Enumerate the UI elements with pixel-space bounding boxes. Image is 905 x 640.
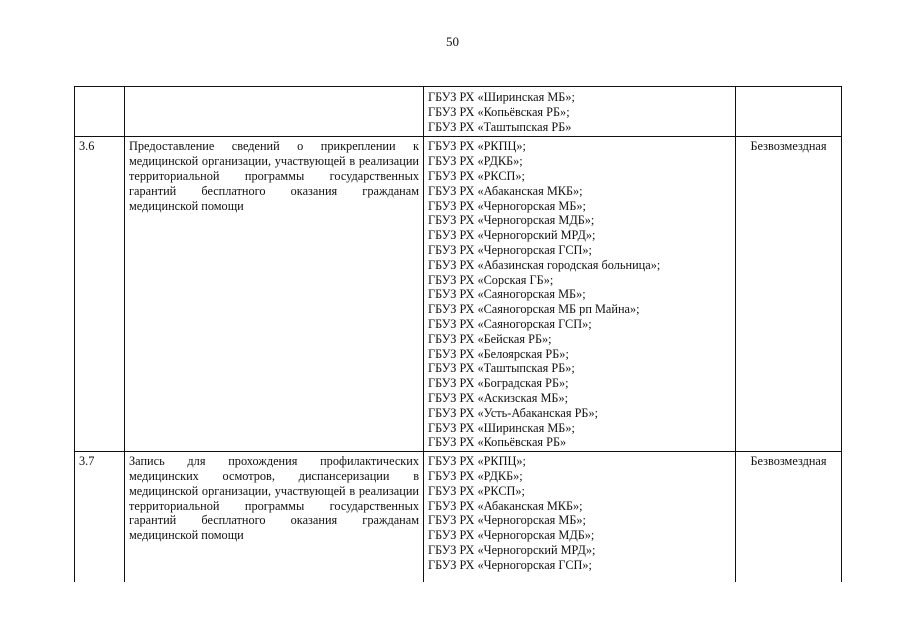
organization-item: ГБУЗ РХ «Таштыпская РБ»; — [428, 361, 575, 376]
organization-item: ГБУЗ РХ «Белоярская РБ»; — [428, 346, 569, 361]
organization-item: ГБУЗ РХ «Саяногорская МБ»; — [428, 287, 586, 302]
row-number: 3.6 — [75, 137, 125, 452]
organization-item: ГБУЗ РХ «Ширинская МБ»; — [428, 420, 575, 435]
service-name: Предоставление сведений о прикреплении к медицинской организации, участвующей в реализации территориальной программы государственных гарантий бесплатного оказания гражданам медицинской помощи — [125, 137, 424, 452]
organization-list — [424, 87, 736, 137]
organization-item: ГБУЗ РХ «РДКБ»; — [428, 154, 523, 169]
services-table — [74, 86, 842, 582]
organization-item: ГБУЗ РХ «РКПЦ»; — [428, 454, 526, 469]
table-row — [75, 87, 842, 137]
organization-item: ГБУЗ РХ «Абаканская МКБ»; — [428, 183, 583, 198]
organization-item: ГБУЗ РХ «Копьёвская РБ» — [428, 435, 567, 450]
table-row — [75, 452, 842, 582]
organization-item: ГБУЗ РХ «Усть-Абаканская РБ»; — [428, 405, 599, 420]
organization-item: ГБУЗ РХ «Черногорская МДБ»; — [428, 528, 595, 543]
organization-item: ГБУЗ РХ «Черногорская МДБ»; — [428, 213, 595, 228]
page-number: 50 — [446, 34, 459, 49]
payment-type: Безвозмездная — [736, 137, 842, 452]
organization-item: ГБУЗ РХ «Черногорская ГСП»; — [428, 557, 592, 572]
organization-item: ГБУЗ РХ «Черногорская МБ»; — [428, 198, 586, 213]
row-number — [75, 87, 125, 137]
table-row — [75, 137, 842, 452]
organization-item: ГБУЗ РХ «РКСП»; — [428, 168, 525, 183]
organization-item: ГБУЗ РХ «Сорская ГБ»; — [428, 272, 554, 287]
organization-item: ГБУЗ РХ «Черногорская МБ»; — [428, 513, 586, 528]
organization-list — [424, 452, 736, 582]
service-name — [125, 87, 424, 137]
organization-item: ГБУЗ РХ «Абаканская МКБ»; — [428, 498, 583, 513]
organization-item: ГБУЗ РХ «Аскизская МБ»; — [428, 390, 569, 405]
organization-item: ГБУЗ РХ «Ширинская МБ»; — [428, 90, 575, 104]
organization-item: ГБУЗ РХ «Абазинская городская больница»; — [428, 257, 661, 272]
organization-item: ГБУЗ РХ «Саяногорская ГСП»; — [428, 316, 592, 331]
organization-item: ГБУЗ РХ «Боградская РБ»; — [428, 376, 569, 391]
organization-item: ГБУЗ РХ «Бейская РБ»; — [428, 331, 552, 346]
organization-item: ГБУЗ РХ «Копьёвская РБ»; — [428, 104, 570, 119]
payment-type — [736, 87, 842, 137]
organization-item: ГБУЗ РХ «РДКБ»; — [428, 468, 523, 483]
organization-item: ГБУЗ РХ «РКСП»; — [428, 483, 525, 498]
organization-item: ГБУЗ РХ «Черногорский МРД»; — [428, 542, 596, 557]
row-number: 3.7 — [75, 452, 125, 582]
organization-item: ГБУЗ РХ «Черногорская ГСП»; — [428, 242, 592, 257]
organization-item: ГБУЗ РХ «РКПЦ»; — [428, 139, 526, 154]
organization-item: ГБУЗ РХ «Таштыпская РБ» — [428, 119, 572, 134]
organization-item: ГБУЗ РХ «Черногорский МРД»; — [428, 228, 596, 243]
organization-list — [424, 137, 736, 452]
organization-item: ГБУЗ РХ «Саяногорская МБ рп Майна»; — [428, 302, 640, 317]
service-name: Запись для прохождения профилактических медицинских осмотров, диспансеризации в медицинской организации, участвующей в реализации территориальной программы государственных гарантий бесплатного оказания гражданам медицинской помощи — [125, 452, 424, 582]
payment-type: Безвозмездная — [736, 452, 842, 582]
